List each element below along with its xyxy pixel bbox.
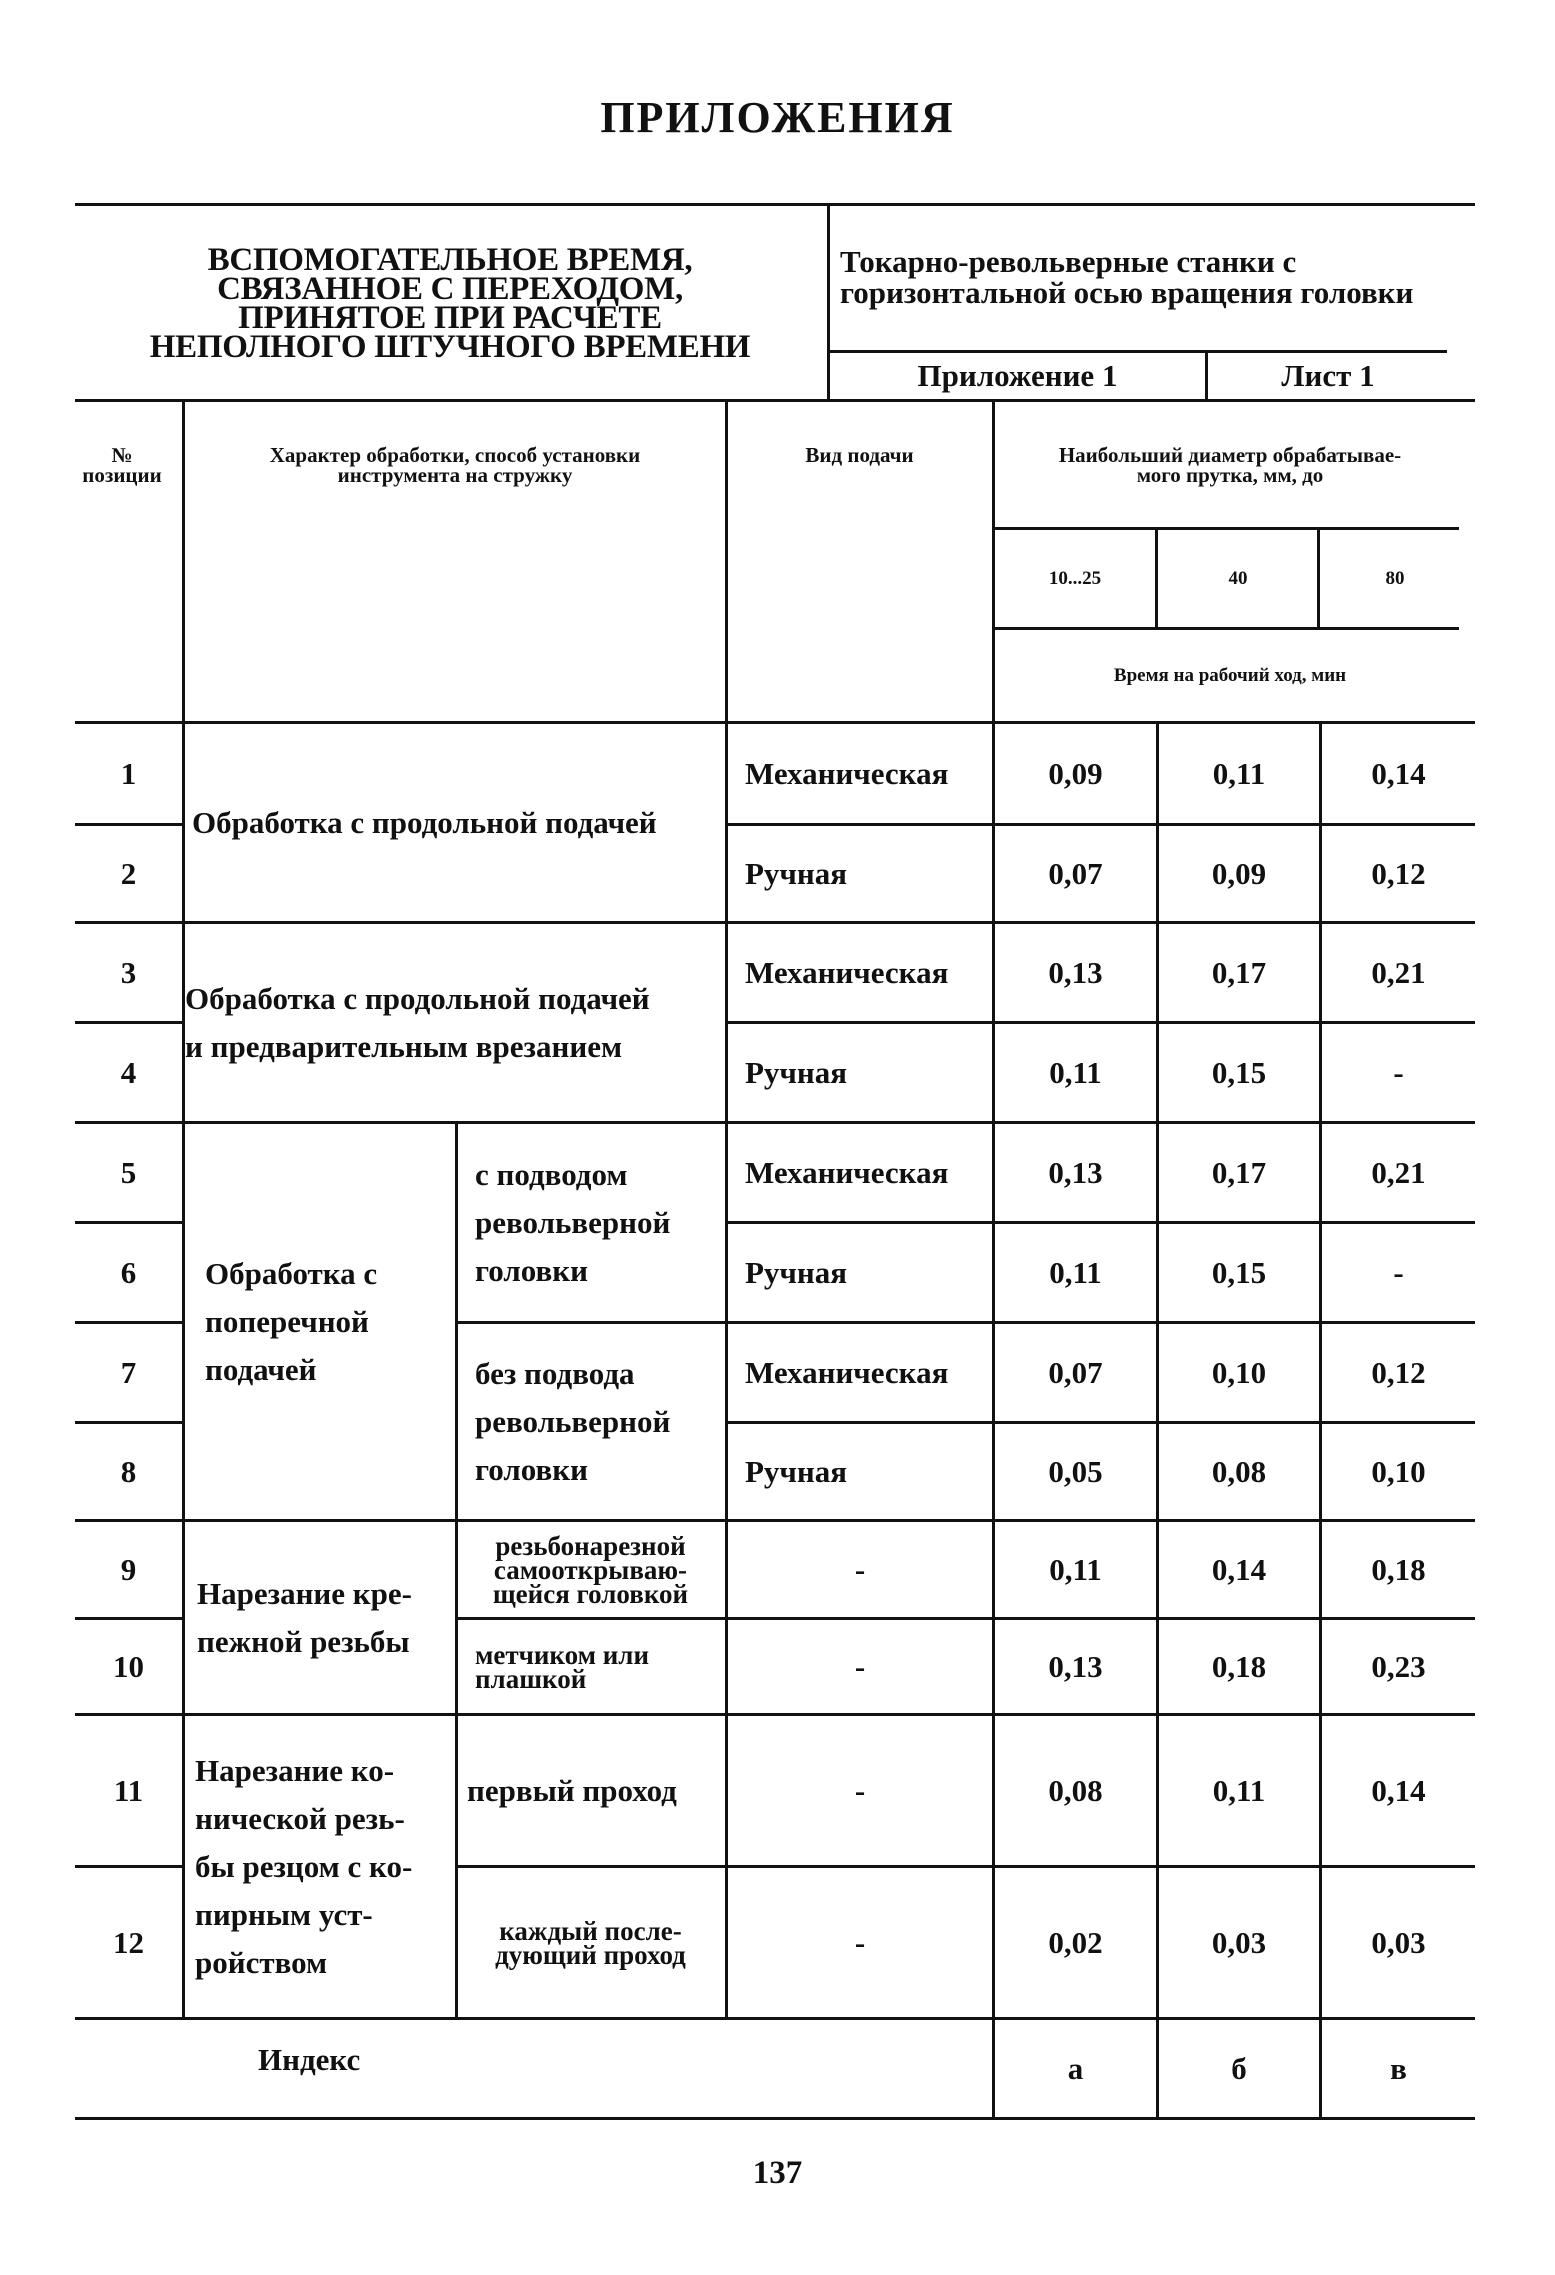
feed-type: -: [854, 1551, 866, 1587]
row-number: 6: [120, 1254, 137, 1290]
feed-type: Ручная: [745, 1453, 848, 1489]
subgroup-line: дующий проход: [495, 1939, 686, 1970]
machine-type-line: Токарно-револьверные станки с: [840, 244, 1297, 279]
diameter-10-25: 10...25: [1048, 568, 1102, 589]
time-value: 0,05: [1048, 1453, 1103, 1489]
column-header-line: позиции: [82, 463, 162, 487]
row-number: 1: [120, 755, 137, 791]
row-number: 10: [113, 1648, 144, 1684]
group-line: поперечной: [205, 1304, 369, 1339]
time-value: -: [1393, 1054, 1404, 1090]
subgroup-die-head: [458, 1522, 723, 1617]
time-value: 0,09: [1211, 855, 1267, 891]
feed-type: Механическая: [745, 954, 949, 990]
rule-top: [75, 203, 1475, 206]
index-a: а: [1067, 2050, 1084, 2086]
time-value: 0,14: [1211, 1551, 1267, 1587]
rule-col-80: [1317, 527, 1320, 630]
subgroup-line: метчиком или: [475, 1639, 650, 1670]
time-value: 0,15: [1211, 1254, 1267, 1290]
row-number: 9: [120, 1551, 137, 1587]
header-left-title: [90, 242, 810, 365]
group-line: пирным уст-: [195, 1896, 373, 1932]
time-value: -: [1393, 1254, 1404, 1290]
time-value: 0,07: [1048, 1354, 1103, 1390]
time-value: 0,03: [1211, 1924, 1267, 1960]
header-left-line: НЕПОЛНОГО ШТУЧНОГО ВРЕМЕНИ: [149, 329, 751, 365]
group-line: Обработка с: [205, 1256, 378, 1291]
time-value: 0,11: [1212, 1772, 1266, 1808]
subgroup-with-turret: [475, 1124, 723, 1321]
rule-diam-top: [993, 527, 1459, 530]
group-line: Обработка с продольной подачей: [185, 980, 650, 1016]
rule-header-bottom: [75, 399, 1475, 402]
subgroup-line: плашкой: [475, 1663, 587, 1694]
time-value: 0,03: [1371, 1924, 1426, 1960]
group-line: и предварительным врезанием: [185, 1028, 623, 1064]
time-value: 0,23: [1371, 1648, 1426, 1684]
subgroup-line: без подвода: [475, 1355, 635, 1391]
feed-type: -: [854, 1648, 866, 1684]
subgroup-line: револьверной: [475, 1403, 671, 1439]
rule-diam-bottom: [993, 627, 1459, 630]
index-label: Индекс: [258, 2042, 361, 2077]
time-value: 0,12: [1371, 855, 1426, 891]
feed-type: Механическая: [745, 755, 949, 791]
subgroup-next-pass: [458, 1868, 723, 2017]
time-value: 0,17: [1211, 954, 1267, 990]
subgroup-line: головки: [475, 1252, 588, 1288]
group-line: ройством: [195, 1944, 328, 1980]
column-header-line: Наибольший диаметр обрабатывае-: [1058, 443, 1402, 467]
subgroup-line: самооткрываю-: [493, 1554, 688, 1585]
header-left-line: ПРИНЯТОЕ ПРИ РАСЧЕТЕ: [238, 300, 662, 336]
group-line: Нарезание ко-: [195, 1752, 395, 1788]
group-cross-feed: [205, 1124, 450, 1520]
appendix-label: Приложение 1: [917, 358, 1118, 393]
column-header-processing: [185, 445, 725, 485]
subgroup-first-pass: первый проход: [467, 1772, 677, 1808]
subgroup-line: резьбонарезной: [495, 1530, 686, 1561]
machine-type-line: горизонтальной осью вращения головки: [840, 275, 1414, 310]
time-value: 0,08: [1211, 1453, 1267, 1489]
feed-type: Ручная: [745, 855, 848, 891]
feed-type: -: [854, 1924, 866, 1960]
group-line: пежной резьбы: [197, 1623, 410, 1659]
feed-type: Ручная: [745, 1254, 848, 1290]
row-number: 12: [113, 1924, 144, 1960]
row-number: 4: [120, 1054, 137, 1090]
column-header-line: №: [111, 443, 133, 467]
time-value: 0,07: [1048, 855, 1103, 891]
row-number: 5: [120, 1154, 137, 1190]
header-left-line: ВСПОМОГАТЕЛЬНОЕ ВРЕМЯ,: [207, 242, 693, 278]
feed-type: Механическая: [745, 1154, 949, 1190]
row-number: 7: [120, 1354, 137, 1390]
group-line: бы резцом с ко-: [195, 1848, 413, 1884]
time-value: 0,10: [1371, 1453, 1426, 1489]
subgroup-line: головки: [475, 1451, 588, 1487]
group-taper-thread: [195, 1716, 453, 2017]
rule-col-40: [1155, 527, 1158, 630]
time-value: 0,12: [1371, 1354, 1426, 1390]
column-header-line: мого прутка, мм, до: [1136, 463, 1324, 487]
diameter-40: 40: [1228, 568, 1248, 589]
time-value: 0,11: [1049, 1551, 1102, 1587]
time-value: 0,18: [1211, 1648, 1267, 1684]
time-value: 0,14: [1371, 755, 1426, 791]
column-header-line: инструмента на стружку: [337, 463, 573, 487]
index-b: б: [1231, 2050, 1247, 2086]
feed-type: -: [854, 1772, 866, 1808]
rule-appendix-top: [827, 350, 1447, 353]
rule-col-position: [182, 402, 185, 2017]
column-header-feed: Вид подачи: [805, 443, 914, 467]
group-line: подачей: [205, 1352, 317, 1387]
feed-type: Механическая: [745, 1354, 949, 1390]
column-header-position: [62, 445, 182, 485]
time-value: 0,21: [1371, 954, 1426, 990]
time-value: 0,14: [1371, 1772, 1426, 1808]
time-value: 0,11: [1049, 1054, 1102, 1090]
time-value: 0,18: [1371, 1551, 1426, 1587]
row-number: 3: [120, 954, 137, 990]
index-c: в: [1390, 2050, 1407, 2086]
time-value: 0,10: [1211, 1354, 1267, 1390]
time-value: 0,11: [1212, 755, 1266, 791]
diameter-80: 80: [1385, 568, 1405, 589]
group-longitudinal-plunge: [185, 924, 722, 1121]
time-value: 0,11: [1049, 1254, 1102, 1290]
feed-type: Ручная: [745, 1054, 848, 1090]
time-value: 0,21: [1371, 1154, 1426, 1190]
subgroup-without-turret: [475, 1324, 723, 1519]
machine-type: [840, 246, 1480, 308]
rule-table-bottom: [75, 2117, 1475, 2120]
group-line: Нарезание кре-: [197, 1575, 412, 1611]
page-number: 137: [752, 2155, 803, 2191]
time-value: 0,13: [1048, 1648, 1103, 1684]
subgroup-line: щейся головкой: [492, 1578, 689, 1609]
time-value: 0,13: [1048, 1154, 1103, 1190]
time-value: 0,09: [1048, 755, 1103, 791]
subgroup-tap-or-die: [475, 1620, 723, 1713]
time-value: 0,17: [1211, 1154, 1267, 1190]
column-header-diameter: [995, 445, 1465, 485]
row-number: 8: [120, 1453, 137, 1489]
time-label: Время на рабочий ход, мин: [1113, 665, 1347, 686]
header-left-line: СВЯЗАННОЕ С ПЕРЕХОДОМ,: [217, 271, 683, 307]
time-value: 0,15: [1211, 1054, 1267, 1090]
subgroup-line: револьверной: [475, 1204, 671, 1240]
group-longitudinal: Обработка с продольной подачей: [192, 804, 657, 840]
row-number: 2: [120, 855, 137, 891]
sheet-label: Лист 1: [1281, 358, 1375, 393]
time-value: 0,08: [1048, 1772, 1103, 1808]
row-number: 11: [113, 1772, 144, 1808]
page-title: ПРИЛОЖЕНИЯ: [600, 93, 955, 142]
group-line: нической резь-: [195, 1800, 405, 1836]
column-header-line: Характер обработки, способ установки: [269, 443, 641, 467]
time-value: 0,13: [1048, 954, 1103, 990]
time-value: 0,02: [1048, 1924, 1103, 1960]
subgroup-line: каждый после-: [499, 1915, 682, 1946]
group-fastening-thread: [197, 1522, 452, 1713]
subgroup-line: с подводом: [475, 1156, 628, 1192]
